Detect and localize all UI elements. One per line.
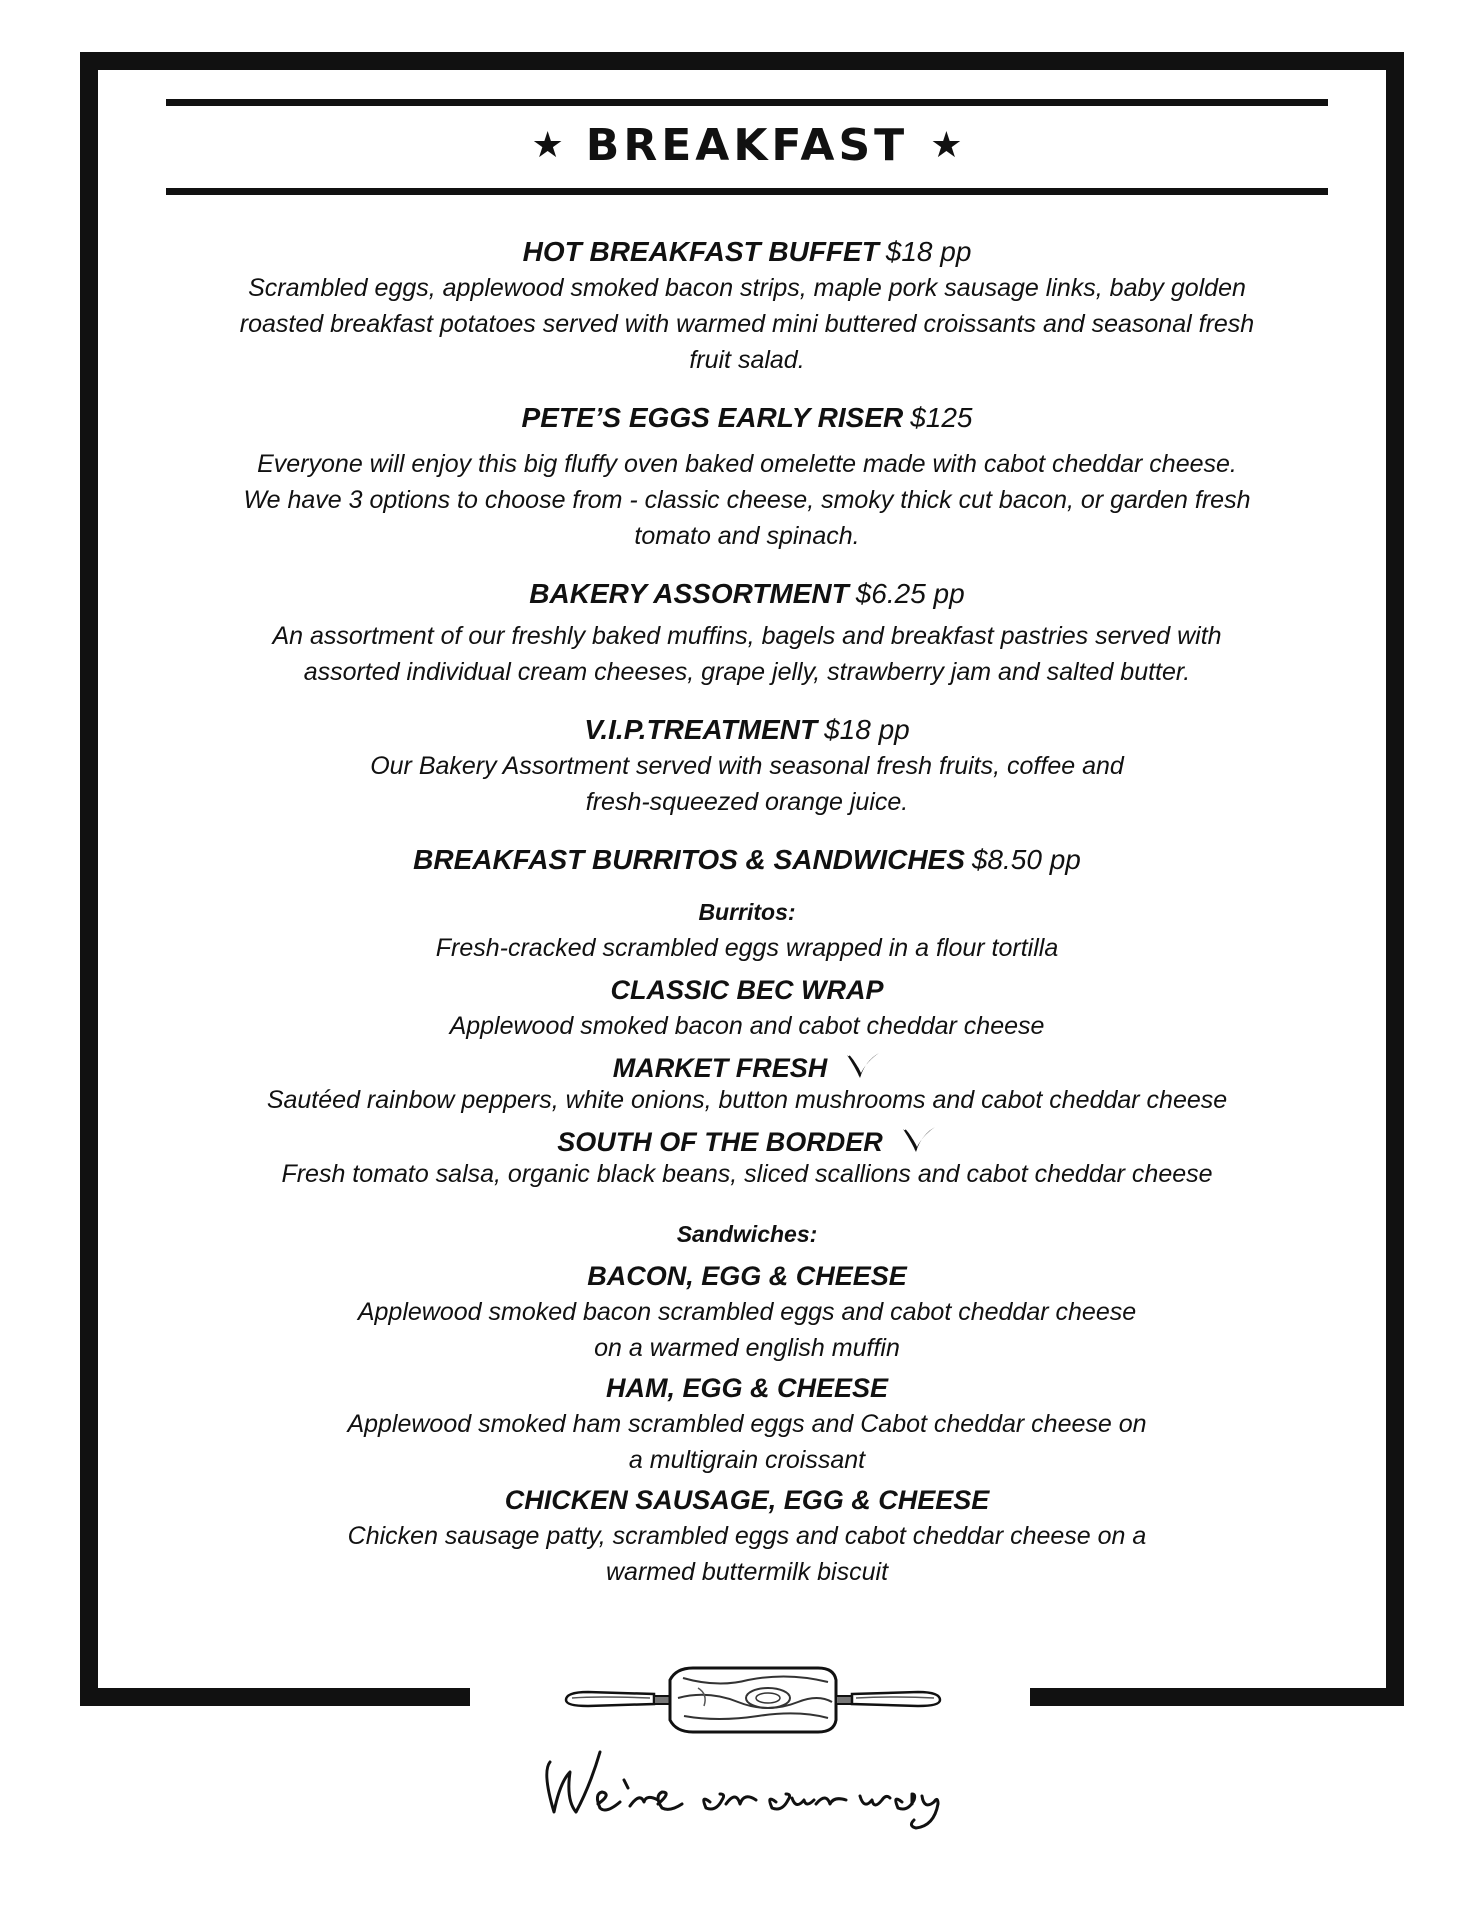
frame-top-border bbox=[80, 52, 1404, 70]
menu-item-title bbox=[150, 712, 1344, 748]
menu-item-description bbox=[150, 618, 1344, 690]
menu-title-text: BREAKFAST bbox=[585, 119, 909, 171]
burrito-option-description: Sautéed rainbow peppers, white onions, button mushrooms and cabot cheddar cheese bbox=[266, 1086, 1228, 1114]
description-line: on a warmed english muffin bbox=[594, 1334, 900, 1362]
sandwiches-heading: Sandwiches: bbox=[676, 1221, 818, 1247]
description-line: Chicken sausage patty, scrambled eggs and cabot cheddar cheese on a bbox=[347, 1522, 1147, 1550]
menu-content bbox=[150, 234, 1344, 1590]
sandwich-option-name: HAM, EGG & CHEESE bbox=[605, 1373, 889, 1403]
sandwich-option-description bbox=[150, 1294, 1344, 1366]
description-line: An assortment of our freshly baked muffins, bagels and breakfast pastries served with bbox=[272, 622, 1222, 650]
description-line: a multigrain croissant bbox=[628, 1446, 866, 1474]
menu-item-price: $18 pp bbox=[885, 236, 972, 267]
burrito-option-description: Applewood smoked bacon and cabot cheddar cheese bbox=[449, 1012, 1045, 1040]
burrito-option-name: MARKET FRESH bbox=[612, 1053, 828, 1083]
menu-item-price: $6.25 pp bbox=[855, 578, 965, 609]
description-line: warmed buttermilk biscuit bbox=[605, 1558, 889, 1586]
menu-item-name: BAKERY ASSORTMENT bbox=[529, 578, 849, 609]
burritos-intro: Fresh-cracked scrambled eggs wrapped in a flour tortilla bbox=[435, 934, 1059, 962]
description-line: Scrambled eggs, applewood smoked bacon strips, maple pork sausage links, baby golden bbox=[248, 274, 1246, 302]
star-icon: ★ bbox=[930, 124, 963, 166]
description-line: Applewood smoked ham scrambled eggs and Cabot cheddar cheese on bbox=[347, 1410, 1147, 1438]
burritos-heading: Burritos: bbox=[698, 899, 796, 925]
description-line: tomato and spinach. bbox=[634, 522, 860, 550]
menu-item-price: $8.50 pp bbox=[971, 844, 1081, 875]
description-line: assorted individual cream cheeses, grape jelly, strawberry jam and salted butter. bbox=[303, 658, 1191, 686]
menu-title bbox=[166, 112, 1328, 178]
menu-item-price: $18 pp bbox=[824, 714, 910, 745]
menu-item-title bbox=[150, 400, 1344, 436]
menu-item-price: $125 bbox=[910, 402, 973, 433]
burrito-option-name: CLASSIC BEC WRAP bbox=[610, 975, 884, 1005]
title-rule-bottom bbox=[166, 188, 1328, 195]
star-icon: ★ bbox=[531, 124, 564, 166]
frame-bottom-right-border bbox=[1030, 1688, 1404, 1706]
description-line: roasted breakfast potatoes served with warmed mini buttered croissants and seasonal fresh bbox=[239, 310, 1255, 338]
menu-item-title bbox=[150, 842, 1344, 878]
sandwich-option-description bbox=[150, 1518, 1344, 1590]
title-rule-top bbox=[166, 99, 1328, 106]
menu-item-description bbox=[150, 748, 1344, 820]
menu-item-description bbox=[150, 270, 1344, 378]
description-line: We have 3 options to choose from - classic cheese, smoky thick cut bacon, or garden fresh bbox=[243, 486, 1251, 514]
sandwich-option-description bbox=[150, 1406, 1344, 1478]
sandwich-option-name: CHICKEN SAUSAGE, EGG & CHEESE bbox=[504, 1485, 990, 1515]
description-line: Our Bakery Assortment served with seasonal fresh fruits, coffee and bbox=[370, 752, 1124, 780]
description-line: fruit salad. bbox=[689, 346, 805, 374]
description-line: Applewood smoked bacon scrambled eggs and cabot cheddar cheese bbox=[357, 1298, 1137, 1326]
menu-item-name: PETE’S EGGS EARLY RISER bbox=[521, 402, 904, 433]
description-line: Everyone will enjoy this big fluffy oven baked omelette made with cabot cheddar cheese. bbox=[257, 450, 1237, 478]
burrito-option-description: Fresh tomato salsa, organic black beans, sliced scallions and cabot cheddar cheese bbox=[281, 1160, 1213, 1188]
frame-left-border bbox=[80, 52, 98, 1706]
menu-item-name: HOT BREAKFAST BUFFET bbox=[522, 236, 879, 267]
frame-right-border bbox=[1386, 52, 1404, 1706]
menu-item-name: V.I.P.TREATMENT bbox=[584, 714, 818, 745]
signature-graphic bbox=[540, 1742, 960, 1832]
menu-item-title bbox=[150, 234, 1344, 270]
frame-bottom-left-border bbox=[80, 1688, 470, 1706]
rolling-pin-icon bbox=[558, 1658, 948, 1743]
menu-item-name: BREAKFAST BURRITOS & SANDWICHES bbox=[413, 844, 965, 875]
menu-item-description bbox=[150, 446, 1344, 554]
burrito-option-name: SOUTH OF THE BORDER bbox=[557, 1127, 883, 1157]
sandwich-option-name: BACON, EGG & CHEESE bbox=[587, 1261, 907, 1291]
description-line: fresh-squeezed orange juice. bbox=[585, 788, 909, 816]
menu-item-title bbox=[150, 576, 1344, 612]
